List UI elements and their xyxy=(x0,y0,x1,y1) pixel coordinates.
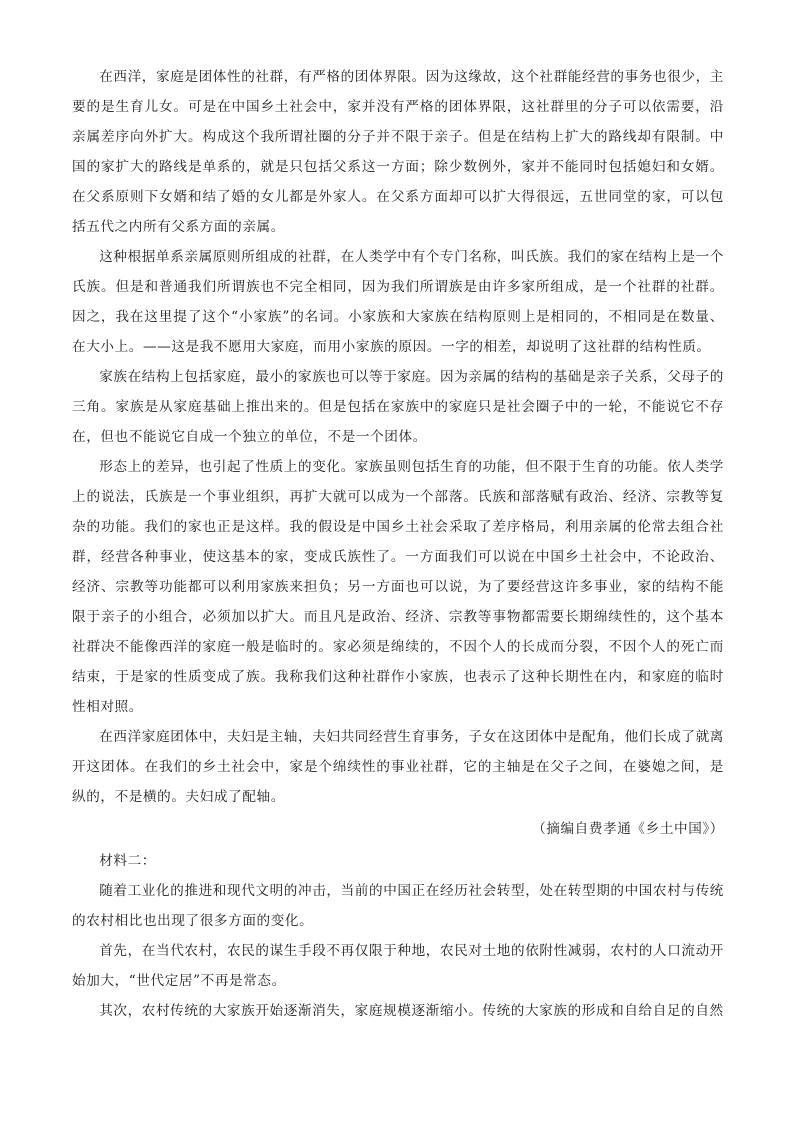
paragraph-2: 这种根据单系亲属原则所组成的社群，在人类学中有个专门名称，叫氏族。我们的家在结构上是一个氏族。但是和普通我们所谓族也不完全相同，因为我们所谓族是由许多家所组成，是一个社群的社群。因之，我在这里提了这个“小家族”的名词。小家族和大家族在结构原则上是相同的，不相同是在数量、在大小上。——这是我不愿用大家庭，而用小家族的原因。一字的相差，却说明了这社群的结构性质。 xyxy=(72,249,724,355)
document-body xyxy=(72,62,724,1026)
material-two-paragraph-1: 随着工业化的推进和现代文明的冲击，当前的中国正在经历社会转型，处在转型期的中国农村与传统的农村相比也出现了很多方面的变化。 xyxy=(72,883,724,929)
source-credit: （摘编自费孝通《乡土中国》） xyxy=(532,821,724,837)
paragraph-5: 在西洋家庭团体中，夫妇是主轴，夫妇共同经营生育事务，子女在这团体中是配角，他们长成了就离开这团体。在我们的乡土社会中，家是个绵续性的事业社群，它的主轴是在父子之间，在婆媳之间，是纵的，不是横的。夫妇成了配轴。 xyxy=(72,729,724,805)
paragraph-4: 形态上的差异，也引起了性质上的变化。家族虽则包括生育的功能，但不限于生育的功能。依人类学上的说法，氏族是一个事业组织，再扩大就可以成为一个部落。氏族和部落赋有政治、经济、宗教等复杂的功能。我们的家也正是这样。我的假设是中国乡土社会采取了差序格局，利用亲属的伦常去组合社群，经营各种事业，使这基本的家，变成氏族性了。一方面我们可以说在中国乡土社会中，不论政治、经济、宗教等功能都可以利用家族来担负；另一方面也可以说，为了要经营这许多事业，家的结构不能限于亲子的小组合，必须加以扩大。而且凡是政治、经济、宗教等事物都需要长期绵续性的，这个基本社群决不能像西洋的家庭一般是临时的。家必须是绵续的，不因个人的长成而分裂，不因个人的死亡而结束，于是家的性质变成了族。我称我们这种社群作小家族，也表示了这种长期性在内，和家庭的临时性相对照。 xyxy=(72,459,724,715)
paragraph-1: 在西洋，家庭是团体性的社群，有严格的团体界限。因为这缘故，这个社群能经营的事务也很少，主要的是生育儿女。可是在中国乡土社会中，家并没有严格的团体界限，这社群里的分子可以依需要，沿亲属差序向外扩大。构成这个我所谓社圈的分子并不限于亲子。但是在结构上扩大的路线却有限制。中国的家扩大的路线是单系的，就是只包括父系这一方面；除少数例外，家并不能同时包括媳妇和女婿。在父系原则下女婿和结了婚的女儿都是外家人。在父系方面却可以扩大得很远，五世同堂的家，可以包括五代之内所有父系方面的亲属。 xyxy=(72,69,724,235)
paragraph-3: 家族在结构上包括家庭，最小的家族也可以等于家庭。因为亲属的结构的基础是亲子关系，父母子的三角。家族是从家庭基础上推出来的。但是包括在家族中的家庭只是社会圈子中的一轮，不能说它不存在，但也不能说它自成一个独立的单位，不是一个团体。 xyxy=(72,369,724,445)
material-two-label: 材料二： xyxy=(99,853,156,869)
material-two-paragraph-3: 其次，农村传统的大家族开始逐渐消失，家庭规模逐渐缩小。传统的大家族的形成和自给自足的自然 xyxy=(99,1003,724,1019)
material-two-paragraph-2: 首先，在当代农村，农民的谋生手段不再仅限于种地，农民对土地的依附性减弱，农村的人口流动开始加大，“世代定居”不再是常态。 xyxy=(72,943,724,989)
